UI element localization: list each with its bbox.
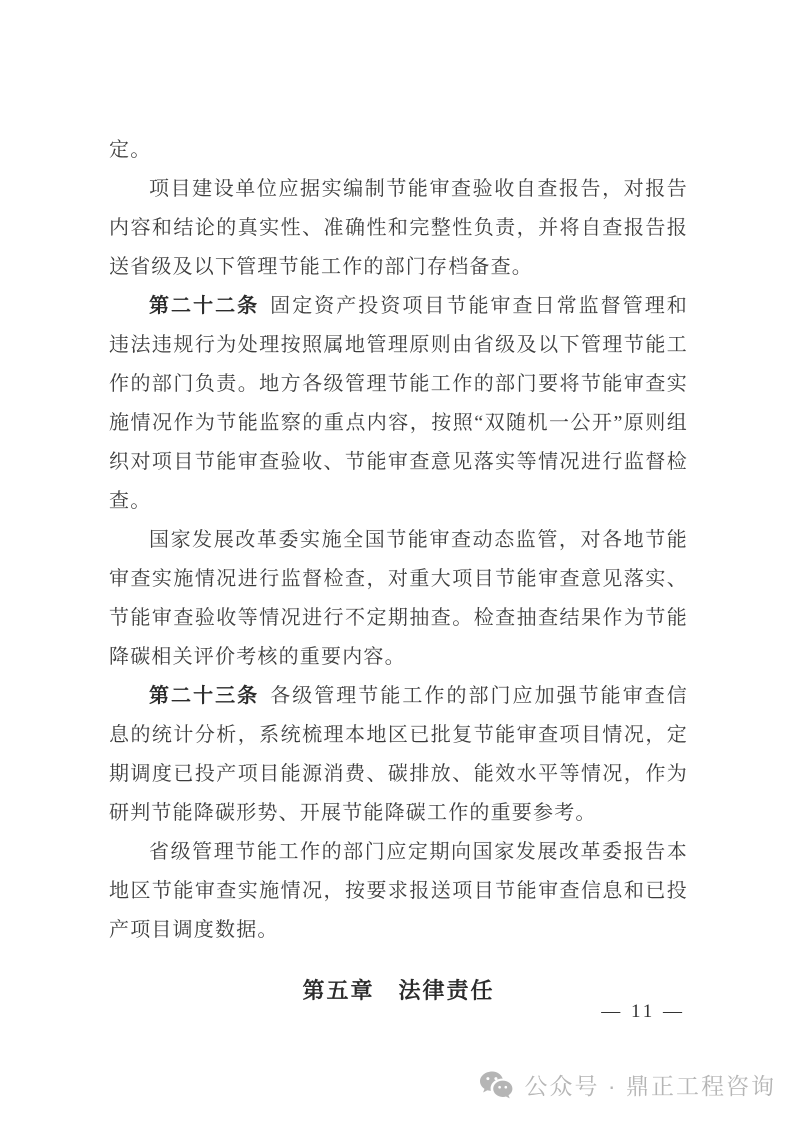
paragraph-text: 定。 — [109, 139, 152, 161]
body-paragraph — [109, 521, 688, 677]
paragraph-text: 固定资产投资项目节能审查日常监督管理和违法违规行为处理按照属地管理原则由省级及以下管理节能工作的部门负责。地方各级管理节能工作的部门要将节能审查实施情况作为节能监察的重点内容，按照“双随机一公开”原则组织对项目节能审查验收、节能审查意见落实等情况进行监督检查。 — [109, 295, 688, 512]
footer-account-label: 公众号 · 鼎正工程咨询 — [524, 1073, 776, 1099]
article-number: 第二十三条 — [149, 685, 260, 707]
paragraph-text: 项目建设单位应据实编制节能审查验收自查报告，对报告内容和结论的真实性、准确性和完整性负责，并将自查报告报送省级及以下管理节能工作的部门存档备查。 — [109, 178, 688, 278]
body-paragraph-article-22 — [109, 287, 688, 521]
body-paragraph-article-23 — [109, 677, 688, 833]
wechat-icon — [479, 1070, 515, 1100]
body-paragraph — [109, 833, 688, 950]
chapter-heading: 第五章 法律责任 — [302, 978, 495, 1003]
body-paragraph — [109, 170, 688, 287]
paragraph-text: 省级管理节能工作的部门应定期向国家发展改革委报告本地区节能审查实施情况，按要求报送项目节能审查信息和已投产项目调度数据。 — [109, 841, 688, 941]
paragraph-text: 国家发展改革委实施全国节能审查动态监管，对各地节能审查实施情况进行监督检查，对重大项目节能审查意见落实、节能审查验收等情况进行不定期抽查。检查抽查结果作为节能降碳相关评价考核的重要内容。 — [109, 529, 688, 668]
paragraph-text: 各级管理节能工作的部门应加强节能审查信息的统计分析，系统梳理本地区已批复节能审查项目情况，定期调度已投产项目能源消费、碳排放、能效水平等情况，作为研判节能降碳形势、开展节能降碳工作的重要参考。 — [109, 685, 688, 824]
body-paragraph — [109, 131, 688, 170]
document-body — [109, 131, 688, 1010]
page-number: — 11 — — [601, 1001, 685, 1022]
article-number: 第二十二条 — [149, 295, 260, 317]
footer-banner — [479, 1068, 776, 1101]
